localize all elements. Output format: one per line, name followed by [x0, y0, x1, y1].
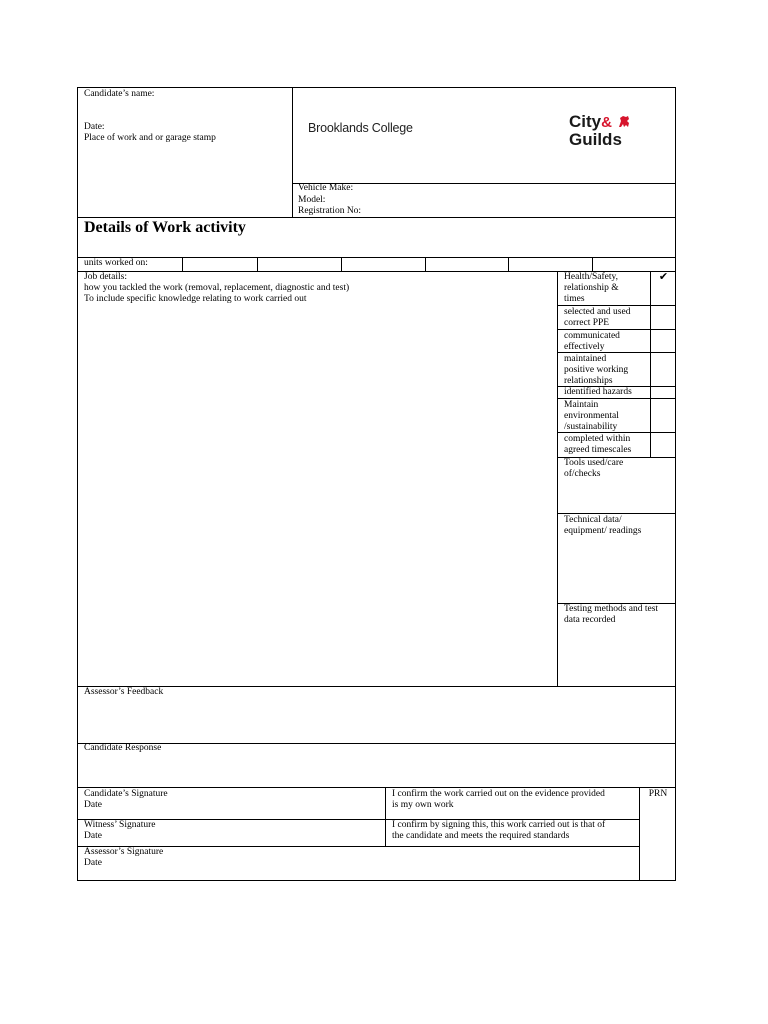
criterion-timescales: completed within agreed timescales [564, 434, 632, 455]
job-details-input[interactable] [79, 307, 555, 685]
prn-label: PRN [648, 789, 668, 799]
job-details-instruction: how you tackled the work (removal, replacement, diagnostic and test) [84, 283, 350, 293]
registration-label: Registration No: [298, 206, 362, 216]
criterion-check-hazards[interactable] [651, 387, 676, 398]
header-divider [292, 87, 293, 217]
assessor-signature-date-label: Date [84, 858, 102, 868]
candidate-name-field[interactable] [84, 89, 154, 100]
candidate-signature-field[interactable] [84, 789, 382, 818]
units-input-4[interactable] [426, 258, 507, 270]
signature-column-divider [385, 787, 386, 846]
units-input-2[interactable] [258, 258, 340, 270]
criterion-check-communicated[interactable] [651, 330, 676, 352]
criterion-check-health-safety[interactable]: ✔ [658, 271, 669, 283]
job-details-heading: Job details: [84, 272, 128, 282]
prn-field[interactable] [640, 789, 676, 880]
brooklands-college-logo-text: Brooklands College [308, 121, 413, 135]
witness-signature-date-label: Date [84, 831, 102, 841]
candidate-response-label: Candidate Response [84, 743, 162, 753]
units-input-3[interactable] [342, 258, 424, 270]
cg-logo-amp: & [601, 114, 612, 131]
candidate-signature-label: Candidate’s Signature [84, 789, 168, 799]
criterion-communicated: communicated effectively [564, 331, 620, 352]
response-divider [77, 743, 676, 744]
criterion-relationships: maintained positive working relationships [564, 354, 629, 386]
confirm-witness-text: I confirm by signing this, this work carried out is that of the candidate and meets the required standards [392, 820, 606, 841]
lion-emblem-icon [616, 114, 632, 130]
candidate-name-label: Candidate’s name: [84, 89, 155, 99]
section-title: Details of Work activity [84, 219, 246, 236]
criterion-ppe: selected and used correct PPE [564, 307, 631, 328]
witness-signature-field[interactable] [84, 820, 382, 845]
assessor-feedback-input[interactable] [79, 700, 674, 742]
units-label: units worked on: [84, 258, 148, 268]
units-input-5[interactable] [509, 258, 591, 270]
job-details-text [84, 272, 349, 305]
candidate-response-input[interactable] [79, 756, 674, 786]
job-details-instruction: To include specific knowledge relating to work carried out [84, 294, 307, 304]
witness-signature-label: Witness’ Signature [84, 820, 156, 830]
criterion-environmental: Maintain environmental /sustainability [564, 400, 619, 432]
testing-methods-box[interactable]: Testing methods and test data recorded [564, 604, 659, 625]
criterion-check-timescales[interactable] [651, 433, 676, 457]
criterion-check-environmental[interactable] [651, 399, 676, 432]
criterion-check-ppe[interactable] [651, 306, 676, 329]
cg-logo-line2: Guilds [569, 130, 622, 149]
date-field[interactable] [84, 122, 105, 133]
assessor-feedback-label: Assessor’s Feedback [84, 687, 164, 697]
tools-used-box[interactable]: Tools used/care of/checks [564, 458, 624, 479]
place-of-work-field[interactable] [84, 133, 216, 144]
city-and-guilds-logo [569, 113, 635, 153]
brooklands-college-logo [308, 121, 413, 135]
technical-data-box[interactable]: Technical data/ equipment/ readings [564, 515, 642, 536]
criterion-check-relationships[interactable] [651, 353, 676, 386]
registration-field[interactable] [298, 206, 361, 217]
date-label: Date: [84, 122, 105, 132]
signature-top-divider [77, 787, 676, 788]
place-of-work-label: Place of work and or garage stamp [84, 133, 216, 143]
candidate-signature-date-label: Date [84, 800, 102, 810]
model-field[interactable] [298, 195, 325, 206]
criterion-health-safety: Health/Safety, relationship & times [564, 272, 619, 304]
vehicle-make-label: Vehicle Make: [298, 183, 354, 193]
vehicle-make-field[interactable] [298, 183, 353, 194]
criterion-hazards: identified hazards [564, 387, 632, 397]
units-input-1[interactable] [183, 258, 256, 270]
cg-logo-line1: City& [569, 112, 612, 131]
feedback-divider [77, 686, 676, 687]
assessor-signature-label: Assessor’s Signature [84, 847, 164, 857]
title-divider [77, 217, 676, 218]
units-input-6[interactable] [593, 258, 675, 270]
confirm-own-work-text: I confirm the work carried out on the evidence provided is my own work [392, 789, 605, 810]
model-label: Model: [298, 195, 326, 205]
assessor-signature-field[interactable] [84, 847, 636, 879]
